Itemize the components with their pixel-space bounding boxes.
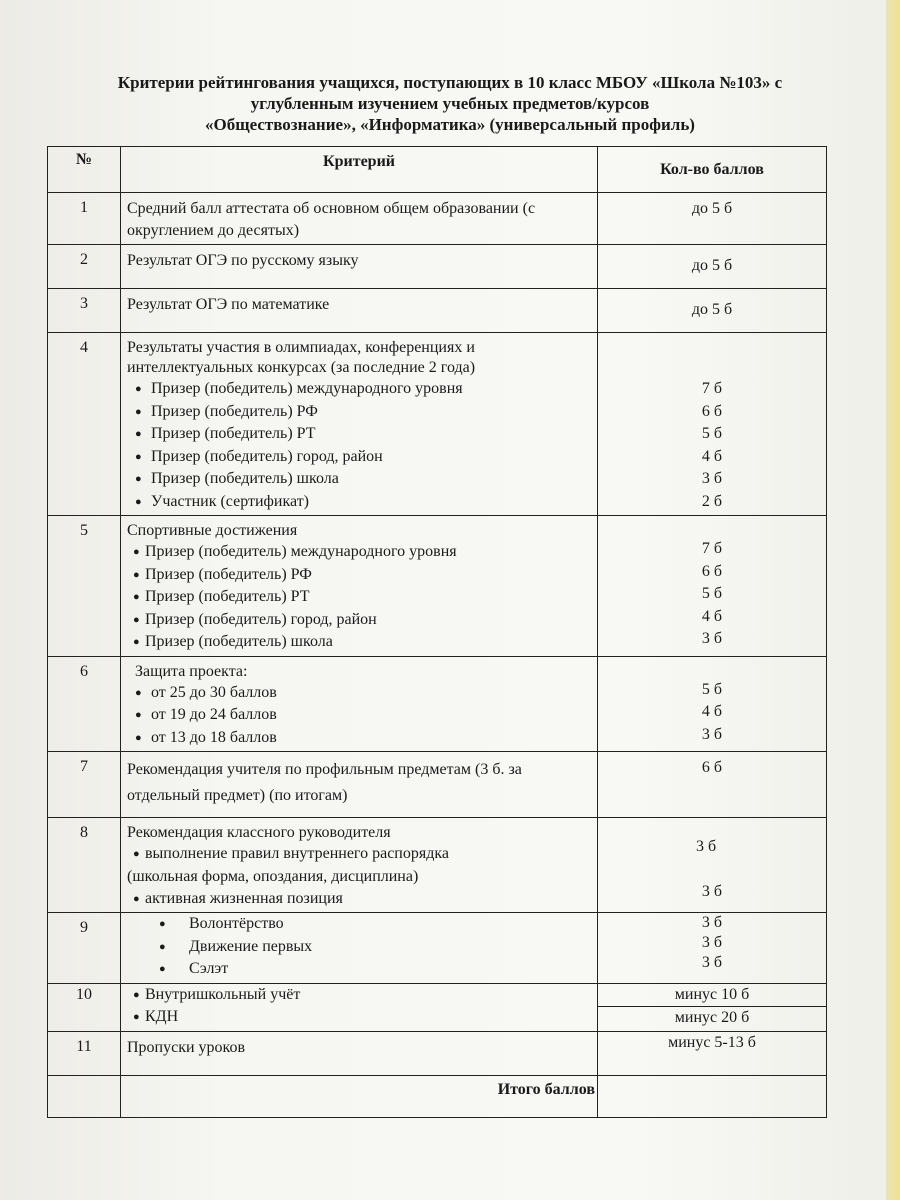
points-value: 5 б [701,585,723,602]
total-num-cell [48,1075,121,1117]
table-row [48,516,827,657]
row-points: до 5 б [598,245,827,289]
list-item: ● КДН [127,1006,593,1029]
table-row [48,193,827,245]
row-criterion: Средний балл аттестата об основном общем образовании (с округлением до десятых) [121,193,598,245]
criterion-list [127,843,593,866]
header-points: Кол-во баллов [598,147,827,193]
row-criterion [121,983,598,1031]
points-value: 3 б [701,882,723,900]
paper-edge [886,0,900,1200]
criterion-list [127,984,593,1029]
row-criterion: Пропуски уроков [121,1031,598,1075]
table-row [48,818,827,913]
criterion-heading: Защита проекта: [135,662,248,680]
row-number: 7 [48,752,121,818]
list-item: ● Призер (победитель) РТ [127,423,593,446]
criterion-heading: Спортивные достижения [127,522,298,539]
table-row [48,289,827,333]
table-row [48,752,827,818]
table-row [48,913,827,984]
list-item: ● Сэлэт [127,958,593,981]
table-row [48,1031,827,1075]
header-num: № [48,147,121,193]
row-criterion [121,656,598,752]
criterion-heading: Результаты участия в олимпиадах, конференциях и интеллектуальных конкурсах (за последние 2 года) [127,339,476,376]
title-line-2: углубленным изучением учебных предметов/курсов [250,94,650,113]
points-value: 3 б [701,914,723,931]
row-points: 6 б [598,752,827,818]
criterion-list [127,913,593,981]
list-item: ● Призер (победитель) РТ [127,586,593,609]
table-row [48,983,827,1031]
row-points: до 5 б [598,289,827,333]
points-value: 2 б [701,492,723,510]
row-criterion [121,913,598,984]
row-number: 11 [48,1031,121,1075]
points-value: 4 б [701,703,723,720]
table-row [48,656,827,752]
total-row [48,1075,827,1117]
list-item: ● выполнение правил внутреннего распорядка [127,843,593,866]
row-number: 1 [48,193,121,245]
list-item: ● Призер (победитель) РФ [127,564,593,587]
row-points [598,818,827,913]
criterion-list [127,541,593,654]
list-item: ● Призер (победитель) школа [127,631,593,654]
list-item: ● активная жизненная позиция [127,888,593,911]
list-item: ● Призер (победитель) город, район [127,609,593,632]
row-points: минус 5-13 б [598,1031,827,1075]
list-item: ● от 13 до 18 баллов [127,727,593,750]
points-value: 3 б [701,630,723,647]
document-title [40,72,860,135]
row-points [598,656,827,752]
row-criterion [121,818,598,913]
title-line-1: Критерии рейтингования учащихся, поступающих в 10 класс МБОУ «Школа №103» с [117,73,783,92]
points-spacer [598,859,826,881]
table-row [48,333,827,516]
criterion-list [127,888,593,911]
list-item: ● Призер (победитель) международного уровня [127,378,593,401]
row-number: 5 [48,516,121,657]
row-points [598,333,827,516]
points-value: 7 б [701,380,723,397]
points-value: 3 б [701,934,723,951]
row-number: 8 [48,818,121,913]
points-value: 4 б [701,607,723,625]
points-value: 6 б [701,402,723,420]
points-value: минус 20 б [674,1008,750,1026]
criterion-note: (школьная форма, опоздания, дисциплина) [127,867,419,885]
list-item: ● Призер (победитель) международного уровня [127,541,593,564]
list-item: ● Волонтёрство [127,913,593,936]
list-item: ● от 25 до 30 баллов [127,682,593,705]
list-item: ● Движение первых [127,936,593,959]
points-value: 6 б [701,562,723,580]
list-item: ● от 19 до 24 баллов [127,704,593,727]
total-label: Итого баллов [121,1075,598,1117]
row-number: 4 [48,333,121,516]
list-item: ● Призер (победитель) РФ [127,401,593,424]
list-item: ● Призер (победитель) школа [127,468,593,491]
list-item: ● Внутришкольный учёт [127,984,593,1007]
row-number: 10 [48,983,121,1031]
criterion-list [127,682,593,750]
row-criterion: Рекомендация учителя по профильным предметам (3 б. за отдельный предмет) (по итогам) [121,752,598,818]
header-criterion: Критерий [121,147,598,193]
row-criterion: Результат ОГЭ по математике [121,289,598,333]
row-criterion [121,333,598,516]
table-header-row [48,147,827,193]
points-value: 4 б [701,447,723,465]
criterion-heading: Рекомендация классного руководителя [127,824,391,841]
row-number: 3 [48,289,121,333]
table-row [48,245,827,289]
criteria-table [47,146,827,1118]
title-line-3: «Обществознание», «Информатика» (универсальный профиль) [205,115,695,134]
points-value: 3 б [701,725,723,743]
points-value: 5 б [701,425,723,442]
row-number: 6 [48,656,121,752]
points-value: 5 б [701,680,723,698]
row-number: 9 [48,913,121,984]
points-value: 7 б [701,540,723,557]
row-points [598,983,827,1031]
total-value-cell [598,1075,827,1117]
row-number: 2 [48,245,121,289]
list-item: ● Призер (победитель) город, район [127,446,593,469]
criterion-list [127,378,593,513]
points-value: минус 10 б [598,984,826,1007]
row-criterion [121,516,598,657]
list-item: ● Участник (сертификат) [127,491,593,514]
row-points [598,516,827,657]
row-points [598,913,827,984]
row-points: до 5 б [598,193,827,245]
points-value: 3 б [701,470,723,487]
points-value: 3 б [696,838,717,855]
points-value: 3 б [701,954,723,971]
row-criterion: Результат ОГЭ по русскому языку [121,245,598,289]
